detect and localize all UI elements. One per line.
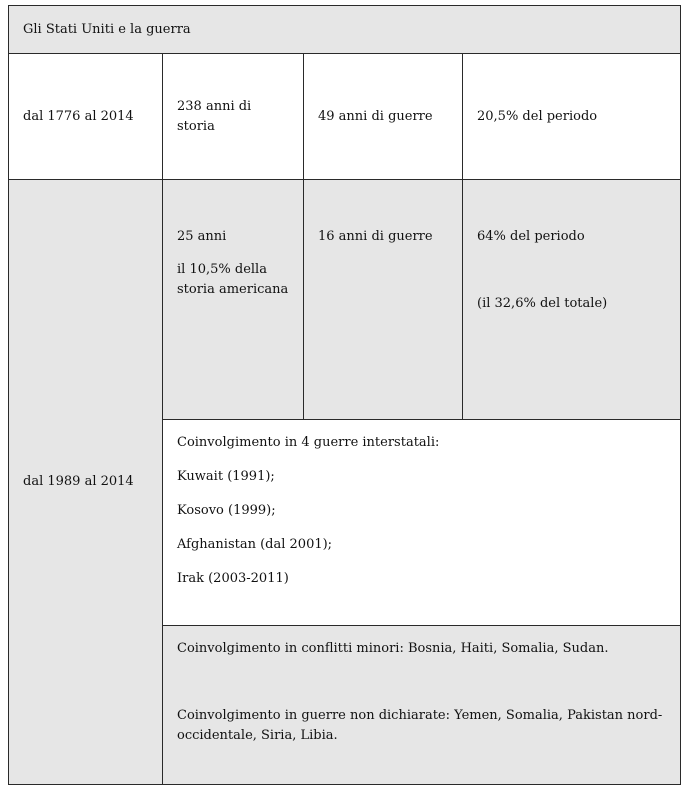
period-1989-2014: dal 1989 al 2014 <box>9 180 163 785</box>
list-item: Kosovo (1999); <box>177 503 276 518</box>
table-title: Gli Stati Uniti e la guerra <box>9 6 681 54</box>
us-wars-table <box>8 5 681 785</box>
years-cell <box>163 180 304 420</box>
list-item: Afghanistan (dal 2001); <box>177 537 333 552</box>
years-note: il 10,5% della storia americana <box>177 262 289 297</box>
list-item: Kuwait (1991); <box>177 469 275 484</box>
war-years: 16 anni di guerre <box>304 180 463 420</box>
war-share: 20,5% del periodo <box>463 54 681 180</box>
interstate-heading: Coinvolgimento in 4 guerre interstatali: <box>177 435 440 450</box>
table-row <box>9 180 681 420</box>
undeclared-wars: Coinvolgimento in guerre non dichiarate: Yemen, Somalia, Pakistan nord-occidentale, Siria, Libia. <box>177 708 663 743</box>
share-note: (il 32,6% del totale) <box>477 296 608 311</box>
table-row <box>9 54 681 180</box>
war-years: 49 anni di guerre <box>304 54 463 180</box>
list-item: Irak (2003-2011) <box>177 571 289 586</box>
minor-conflicts-cell <box>163 626 681 785</box>
war-share: 64% del periodo <box>477 229 585 244</box>
minor-conflicts: Coinvolgimento in conflitti minori: Bosnia, Haiti, Somalia, Sudan. <box>177 641 609 656</box>
share-cell <box>463 180 681 420</box>
interstate-wars-cell <box>163 420 681 626</box>
years-of-history: 238 anni di storia <box>163 54 304 180</box>
title-row <box>9 6 681 54</box>
period-1776-2014: dal 1776 al 2014 <box>9 54 163 180</box>
years-value: 25 anni <box>177 229 227 244</box>
